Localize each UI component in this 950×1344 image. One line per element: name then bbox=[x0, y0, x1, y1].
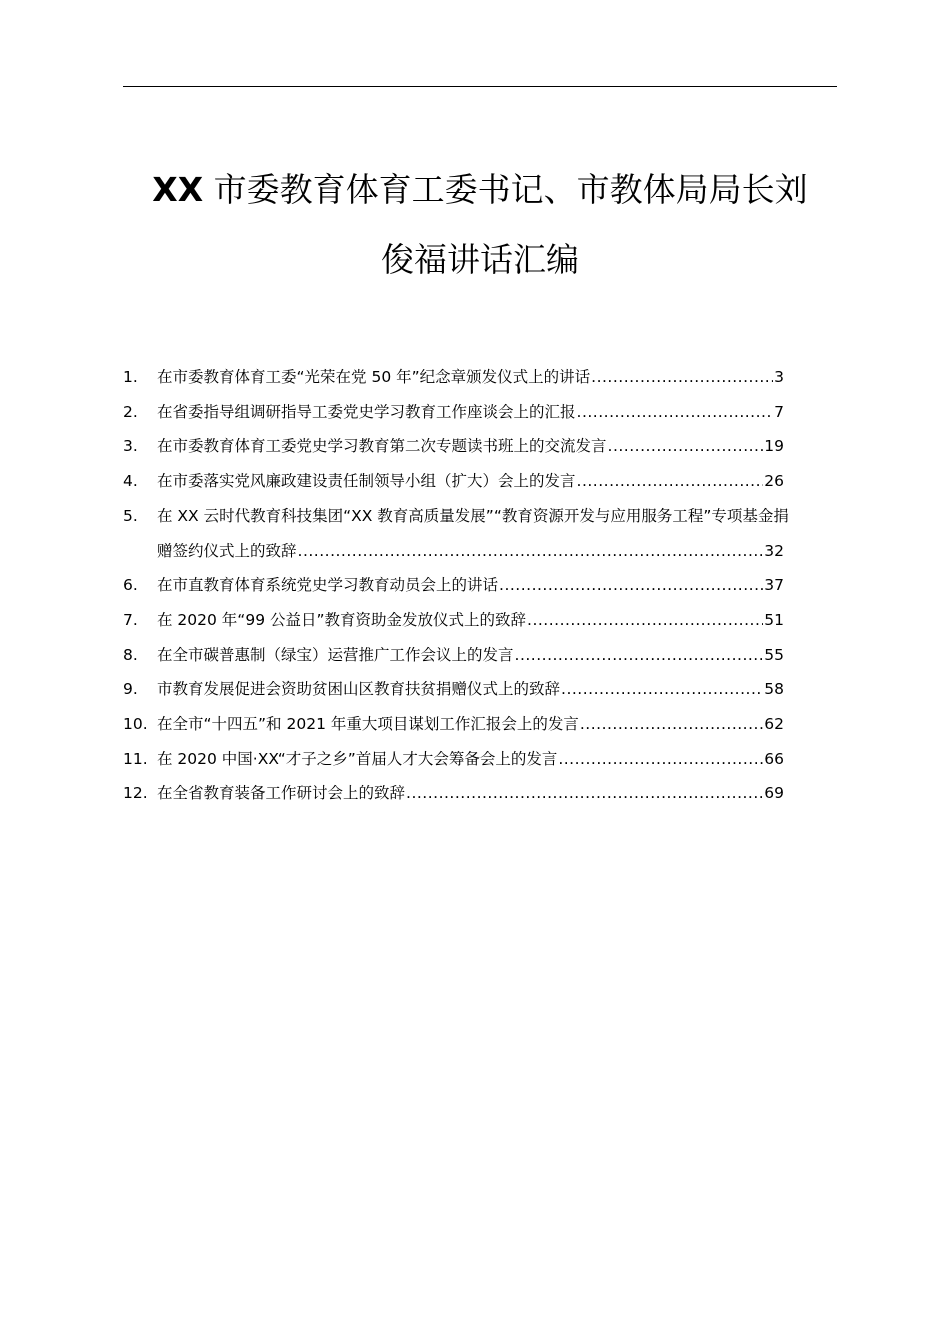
toc-leader-dots bbox=[591, 360, 773, 395]
toc-page-number: 3 bbox=[774, 368, 784, 386]
toc-page-number: 19 bbox=[764, 437, 784, 456]
toc-entry-9[interactable] bbox=[123, 672, 835, 707]
toc-number: 2. bbox=[123, 402, 138, 421]
toc-entry-8[interactable] bbox=[123, 638, 835, 673]
toc-entry-1[interactable] bbox=[123, 360, 835, 395]
toc-title: 在省委指导组调研指导工委党史学习教育工作座谈会上的汇报 bbox=[157, 402, 576, 421]
toc-number: 12. bbox=[123, 784, 148, 803]
toc-leader-dots bbox=[298, 534, 764, 569]
toc-title: 在全市“十四五”和 2021 年重大项目谋划工作汇报会上的发言 bbox=[157, 715, 579, 734]
toc-title: 在全市碳普惠制（绿宝）运营推广工作会议上的发言 bbox=[157, 645, 514, 664]
toc-entry-3[interactable] bbox=[123, 429, 835, 464]
toc-title: 在市委教育体育工委“光荣在党 50 年”纪念章颁发仪式上的讲话 bbox=[157, 368, 591, 386]
toc-title: 赠签约仪式上的致辞 bbox=[157, 541, 297, 560]
toc-leader-dots bbox=[580, 707, 763, 742]
toc-entry-12[interactable] bbox=[123, 776, 835, 811]
toc-number: 5. bbox=[123, 506, 138, 525]
toc-leader-dots bbox=[558, 742, 763, 777]
toc-title: 在全省教育装备工作研讨会上的致辞 bbox=[157, 784, 406, 803]
title-line-1-text: 市委教育体育工委书记、市教体局局长刘 bbox=[203, 170, 808, 209]
toc-page-number: 66 bbox=[764, 749, 784, 768]
toc-title: 在市委教育体育工委党史学习教育第二次专题读书班上的交流发言 bbox=[157, 437, 607, 456]
toc-number: 9. bbox=[123, 680, 138, 699]
toc-entry-4[interactable] bbox=[123, 464, 835, 499]
toc-leader-dots bbox=[499, 568, 763, 603]
title-xx: XX bbox=[152, 170, 204, 209]
table-of-contents bbox=[123, 360, 835, 811]
toc-page-number: 51 bbox=[764, 610, 784, 629]
toc-title-line-1: 在 XX 云时代教育科技集团“XX 教育高质量发展”“教育资源开发与应用服务工程”专项基金捐 bbox=[157, 506, 789, 525]
toc-leader-dots bbox=[515, 638, 764, 673]
title-line-1 bbox=[90, 155, 870, 225]
toc-number: 4. bbox=[123, 472, 138, 491]
toc-leader-dots bbox=[577, 464, 764, 499]
toc-number: 7. bbox=[123, 610, 138, 629]
toc-entry-6[interactable] bbox=[123, 568, 835, 603]
toc-title: 市教育发展促进会资助贫困山区教育扶贫捐赠仪式上的致辞 bbox=[157, 680, 561, 699]
header-rule bbox=[123, 86, 837, 87]
toc-leader-dots bbox=[561, 672, 763, 707]
toc-number: 6. bbox=[123, 576, 138, 595]
toc-page-number: 58 bbox=[764, 680, 784, 699]
toc-page-number: 55 bbox=[764, 645, 784, 664]
toc-page-number: 37 bbox=[764, 576, 784, 595]
toc-leader-dots bbox=[608, 429, 764, 464]
toc-number: 1. bbox=[123, 368, 138, 386]
toc-page-number: 26 bbox=[764, 472, 784, 491]
toc-page-number: 7 bbox=[774, 402, 784, 421]
toc-number: 3. bbox=[123, 437, 138, 456]
toc-number: 11. bbox=[123, 749, 148, 768]
toc-page-number: 69 bbox=[764, 784, 784, 803]
toc-title: 在市委落实党风廉政建设责任制领导小组（扩大）会上的发言 bbox=[157, 472, 576, 491]
toc-leader-dots bbox=[406, 776, 763, 811]
toc-title: 在市直教育体育系统党史学习教育动员会上的讲话 bbox=[157, 576, 499, 595]
toc-title: 在 2020 中国·XX“才子之乡”首届人才大会筹备会上的发言 bbox=[157, 749, 558, 768]
toc-leader-dots bbox=[577, 395, 774, 430]
toc-page-number: 32 bbox=[764, 541, 784, 560]
toc-title: 在 2020 年“99 公益日”教育资助金发放仪式上的致辞 bbox=[157, 610, 527, 629]
toc-entry-10[interactable] bbox=[123, 707, 835, 742]
document-title bbox=[90, 155, 870, 295]
toc-number: 8. bbox=[123, 645, 138, 664]
toc-number: 10. bbox=[123, 715, 148, 734]
toc-page-number: 62 bbox=[764, 715, 784, 734]
toc-entry-5[interactable] bbox=[123, 499, 835, 568]
toc-entry-2[interactable] bbox=[123, 395, 835, 430]
toc-leader-dots bbox=[527, 603, 763, 638]
title-line-2: 俊福讲话汇编 bbox=[381, 240, 579, 279]
toc-entry-7[interactable] bbox=[123, 603, 835, 638]
toc-entry-11[interactable] bbox=[123, 742, 835, 777]
